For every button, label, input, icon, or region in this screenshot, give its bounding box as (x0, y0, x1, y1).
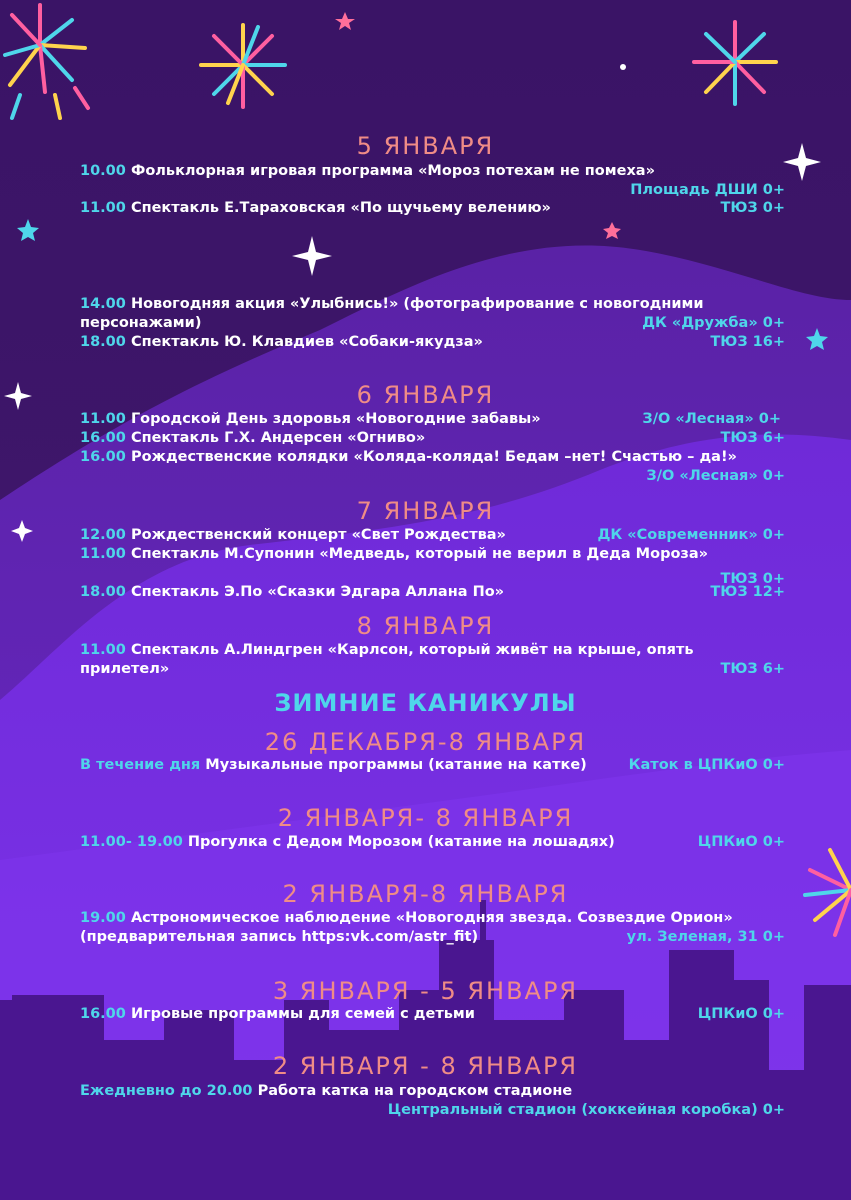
section-title: 2 ЯНВАРЯ - 8 ЯНВАРЯ (272, 1052, 579, 1080)
event-text: Прогулка с Дедом Морозом (катание на лошадях) (187, 834, 615, 850)
event (80, 526, 785, 545)
event-time: В течение дня (80, 757, 201, 773)
event-time: 11.00- 19.00 (80, 834, 183, 850)
event-text: Городской День здоровья «Новогодние забавы» (130, 411, 541, 427)
event-place: З/О «Лесная» 0+ (646, 468, 785, 484)
event-text: Спектакль Ю. Клавдиев «Собаки-якудза» (130, 334, 483, 350)
event-place: ТЮЗ 12+ (710, 584, 785, 600)
event-text: Новогодняя акция «Улыбнись!» (фотографирование с новогодними персонажами) (80, 296, 704, 331)
event-place: ТЮЗ 6+ (720, 661, 785, 677)
event-time: 19.00 (80, 910, 126, 926)
event-time: 16.00 (80, 430, 126, 446)
event-time: 18.00 (80, 334, 126, 350)
event (80, 333, 785, 352)
event-place: ДК «Дружба» 0+ (642, 315, 785, 331)
event (80, 295, 785, 333)
event (80, 1082, 785, 1120)
event (80, 1005, 785, 1024)
event-place: Площадь ДШИ 0+ (630, 182, 785, 198)
event (80, 909, 785, 947)
event-text: Спектакль Э.По «Сказки Эдгара Аллана По» (130, 584, 505, 600)
event-place: ТЮЗ 6+ (720, 430, 785, 446)
event-place-row (80, 660, 785, 679)
event-text: Спектакль М.Супонин «Медведь, который не верил в Деда Мороза» (130, 546, 708, 562)
section-title: 3 ЯНВАРЯ - 5 ЯНВАРЯ (272, 977, 579, 1005)
event-time: 14.00 (80, 296, 126, 312)
event-time: 12.00 (80, 527, 126, 543)
event-text: Рождественские колядки «Коляда-коляда! Бедам –нет! Счастью – да!» (130, 449, 737, 465)
event-text: Музыкальные программы (катание на катке) (205, 757, 587, 773)
event-time: 11.00 (80, 546, 126, 562)
event-time: 16.00 (80, 1006, 126, 1022)
firework-center (201, 25, 285, 107)
event-text: Игровые программы для семей с детьми (130, 1006, 475, 1022)
event-time: Ежедневно до 20.00 (80, 1083, 253, 1099)
event-time: 18.00 (80, 584, 126, 600)
event-place: ЦПКиО 0+ (697, 834, 785, 850)
event-time: 11.00 (80, 200, 126, 216)
event (80, 162, 785, 200)
event-text: Спектакль Г.Х. Андерсен «Огниво» (130, 430, 426, 446)
event-place: ЦПКиО 0+ (697, 1006, 785, 1022)
event (80, 410, 785, 429)
section-title: 6 ЯНВАРЯ (356, 381, 495, 409)
dot-star (620, 64, 626, 70)
event-text: Спектакль А.Линдгрен «Карлсон, который живёт на крыше, опять прилетел» (80, 642, 694, 677)
section-title: 26 ДЕКАБРЯ-8 ЯНВАРЯ (264, 728, 587, 756)
event-place: ул. Зеленая, 31 0+ (626, 929, 785, 945)
event-time: 16.00 (80, 449, 126, 465)
event (80, 429, 785, 448)
event-time: 11.00 (80, 642, 126, 658)
event-text: Работа катка на городском стадионе (257, 1083, 573, 1099)
event-text: Рождественский концерт «Свет Рождества» (130, 527, 506, 543)
event-place: Каток в ЦПКиО 0+ (628, 757, 785, 773)
winter-title: ЗИМНИЕ КАНИКУЛЫ (274, 689, 577, 717)
section-title: 7 ЯНВАРЯ (356, 497, 495, 525)
event (80, 833, 785, 852)
event-place: ТЮЗ 0+ (720, 200, 785, 216)
section-title: 2 ЯНВАРЯ- 8 ЯНВАРЯ (277, 804, 574, 832)
event-text: Астрономическое наблюдение «Новогодняя звезда. Созвездие Орион» (предварительная запись https:vk.com/astr_fit) (80, 910, 733, 945)
event (80, 199, 785, 218)
event (80, 448, 785, 486)
event-text: Фольклорная игровая программа «Мороз потехам не помеха» (130, 163, 655, 179)
event-text: Спектакль Е.Тараховская «По щучьему велению» (130, 200, 551, 216)
event-time: 10.00 (80, 163, 126, 179)
section-title: 5 ЯНВАРЯ (356, 132, 495, 160)
event (80, 756, 785, 775)
event-place: ТЮЗ 16+ (710, 334, 785, 350)
event-place: З/О «Лесная» 0+ (642, 411, 781, 427)
event (80, 583, 785, 602)
event-time: 11.00 (80, 411, 126, 427)
firework-right (694, 22, 776, 104)
section-title: 2 ЯНВАРЯ-8 ЯНВАРЯ (282, 880, 569, 908)
event-place: ТЮЗ 0+ (720, 571, 785, 587)
section-title: 8 ЯНВАРЯ (356, 612, 495, 640)
event-place: Центральный стадион (хоккейная коробка) 0+ (387, 1102, 785, 1118)
event-place: ДК «Современник» 0+ (597, 527, 785, 543)
